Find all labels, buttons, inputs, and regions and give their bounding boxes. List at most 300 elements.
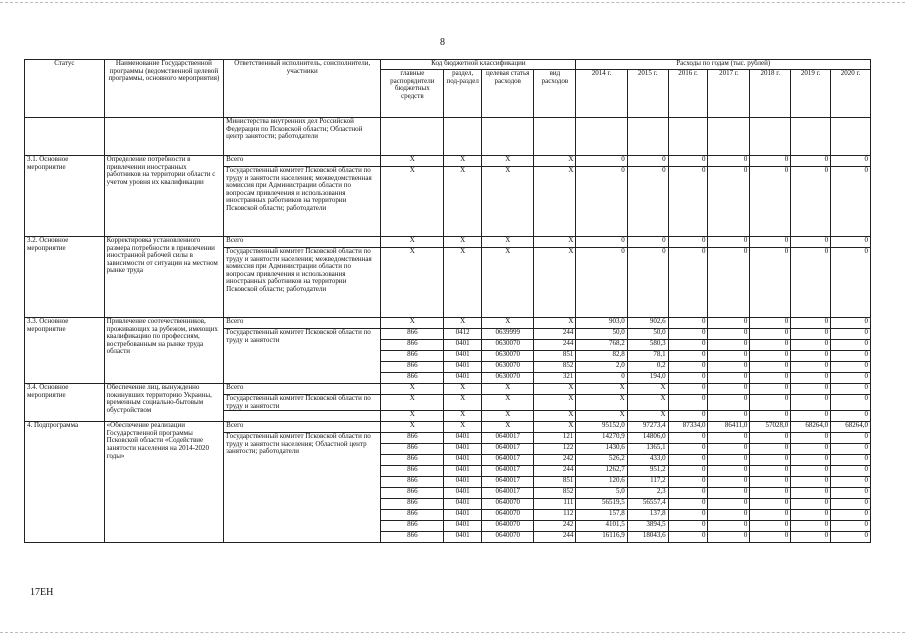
name-cell: Определение потребности в привлечении иностранных работников на территории области с учетом уровня их квалификации xyxy=(104,156,224,237)
value-cell: 0 xyxy=(708,248,750,318)
section-cell: X xyxy=(444,318,482,329)
value-cell: 0 xyxy=(750,329,791,340)
kind-cell: X xyxy=(534,384,576,395)
value-cell: 951,2 xyxy=(627,466,668,477)
kind-cell: 121 xyxy=(534,433,576,444)
value-cell: 0 xyxy=(791,237,831,248)
value-cell: 0 xyxy=(668,466,708,477)
value-cell: X xyxy=(576,395,627,411)
value-cell: 1430,6 xyxy=(576,444,627,455)
section-cell: 0401 xyxy=(444,532,482,543)
value-cell: 0 xyxy=(668,373,708,384)
value-cell: 2,3 xyxy=(627,488,668,499)
value-cell: 0 xyxy=(791,362,831,373)
value-cell: 0 xyxy=(831,466,871,477)
grbs-cell: 866 xyxy=(381,499,444,510)
value-cell: 0 xyxy=(791,318,831,329)
table-body xyxy=(25,118,871,543)
grbs-cell: X xyxy=(381,411,444,422)
section-cell: 0401 xyxy=(444,351,482,362)
value-cell: 0 xyxy=(791,340,831,351)
section-cell: X xyxy=(444,156,482,167)
value-cell: 68264,0 xyxy=(791,422,831,433)
target-cell: X xyxy=(482,384,534,395)
section-cell: 0401 xyxy=(444,510,482,521)
value-cell: 0 xyxy=(668,499,708,510)
value-cell: 0 xyxy=(831,373,871,384)
value-cell: 120,6 xyxy=(576,477,627,488)
value-cell: 0 xyxy=(750,237,791,248)
value-cell: 0 xyxy=(750,510,791,521)
value-cell: 0 xyxy=(831,340,871,351)
value-cell: 0 xyxy=(708,156,750,167)
grbs-cell: 866 xyxy=(381,510,444,521)
target-cell: 0630070 xyxy=(482,351,534,362)
grbs-cell: 866 xyxy=(381,444,444,455)
value-cell: 1262,7 xyxy=(576,466,627,477)
value-cell: 0 xyxy=(708,318,750,329)
scan-edge-top xyxy=(0,2,905,4)
target-cell: 0640017 xyxy=(482,444,534,455)
grbs-cell: 866 xyxy=(381,351,444,362)
value-cell: 0 xyxy=(791,532,831,543)
value-cell: 0 xyxy=(708,521,750,532)
grbs-cell: X xyxy=(381,395,444,411)
executor-cell: Всего xyxy=(224,318,381,329)
table-row xyxy=(25,237,871,248)
value-cell: 0 xyxy=(708,488,750,499)
value-cell: 0 xyxy=(708,340,750,351)
value-cell: 0 xyxy=(791,444,831,455)
value-cell: 0 xyxy=(576,373,627,384)
value-cell: 0 xyxy=(750,395,791,411)
executor-cell: Государственный комитет Псковской области по труду и занятости xyxy=(224,329,381,384)
value-cell: 0 xyxy=(831,237,871,248)
value-cell: 0 xyxy=(831,444,871,455)
year-header: 2015 г. xyxy=(627,70,668,118)
kind-cell: X xyxy=(534,237,576,248)
target-header: целевая статья расходов xyxy=(482,70,534,118)
value-cell: 0 xyxy=(576,167,627,237)
value-cell: 0 xyxy=(791,351,831,362)
name-cell: Корректировка установленного размера потребности в привлечении иностранной рабочей силы в зависимости от ситуации на местном рынке труда xyxy=(104,237,224,318)
value-cell: 903,0 xyxy=(576,318,627,329)
name-cell: Привлечение соотечественников, проживающих за рубежом, имеющих квалификацию по профессиям, востребованным на рынке труда области xyxy=(104,318,224,384)
section-cell: X xyxy=(444,248,482,318)
section-cell: X xyxy=(444,422,482,433)
value-cell: 0 xyxy=(831,362,871,373)
kind-cell: 851 xyxy=(534,351,576,362)
kind-cell: 111 xyxy=(534,499,576,510)
value-cell: 3894,5 xyxy=(627,521,668,532)
value-cell: 14270,9 xyxy=(576,433,627,444)
executor-cell: Всего xyxy=(224,237,381,248)
target-cell: 0640070 xyxy=(482,510,534,521)
kind-cell: 852 xyxy=(534,488,576,499)
value-cell: 0 xyxy=(750,340,791,351)
value-cell: 0 xyxy=(750,455,791,466)
value-cell: 82,8 xyxy=(576,351,627,362)
continuation-row xyxy=(25,118,871,156)
year-header: 2014 г. xyxy=(576,70,627,118)
section-cell: 0401 xyxy=(444,444,482,455)
kind-cell: 244 xyxy=(534,329,576,340)
value-cell: 0 xyxy=(668,318,708,329)
scan-edge-bottom xyxy=(0,632,905,634)
value-cell: 0 xyxy=(627,167,668,237)
kind-cell: X xyxy=(534,156,576,167)
header-row xyxy=(25,60,871,70)
kind-cell: 112 xyxy=(534,510,576,521)
executor-cell: Государственный комитет Псковской области по труду и занятости xyxy=(224,395,381,411)
executor-cell: Всего xyxy=(224,384,381,395)
value-cell: 0 xyxy=(708,167,750,237)
value-cell: 0 xyxy=(576,248,627,318)
value-cell: 0 xyxy=(708,433,750,444)
section-cell: 0401 xyxy=(444,477,482,488)
kind-header: вид расходов xyxy=(534,70,576,118)
table-row xyxy=(25,384,871,395)
status-cell: 3.1. Основное мероприятие xyxy=(25,156,105,237)
kind-cell: X xyxy=(534,411,576,422)
section-cell: 0401 xyxy=(444,362,482,373)
status-cell: 4. Подпрограмма xyxy=(25,422,105,543)
grbs-cell: X xyxy=(381,237,444,248)
section-cell: X xyxy=(444,237,482,248)
value-cell: 0 xyxy=(750,477,791,488)
section-cell: 0401 xyxy=(444,433,482,444)
target-cell: X xyxy=(482,318,534,329)
expense-group-header: Расходы по годам (тыс. рублей) xyxy=(576,60,871,70)
value-cell: 0 xyxy=(831,248,871,318)
value-cell: X xyxy=(576,411,627,422)
value-cell: 0 xyxy=(668,488,708,499)
value-cell: 0 xyxy=(668,384,708,395)
value-cell: 0 xyxy=(576,237,627,248)
value-cell: 0 xyxy=(831,455,871,466)
value-cell: 87334,0 xyxy=(668,422,708,433)
value-cell: 0 xyxy=(831,384,871,395)
status-cell: 3.4. Основное мероприятие xyxy=(25,384,105,422)
executor-cell: Всего xyxy=(224,156,381,167)
kind-cell: X xyxy=(534,167,576,237)
value-cell: 0 xyxy=(668,237,708,248)
value-cell: 0 xyxy=(831,156,871,167)
value-cell: 0 xyxy=(791,156,831,167)
name-cell: Обеспечение лиц, вынужденно покинувших территорию Украины, временным социально-бытовым обустройством xyxy=(104,384,224,422)
value-cell: 0 xyxy=(668,248,708,318)
footer-mark: 17ЕН xyxy=(30,587,54,598)
target-cell: 0640017 xyxy=(482,477,534,488)
kind-cell: 242 xyxy=(534,521,576,532)
value-cell: 56519,5 xyxy=(576,499,627,510)
kind-cell: 852 xyxy=(534,362,576,373)
value-cell: 0 xyxy=(668,477,708,488)
grbs-cell: 866 xyxy=(381,532,444,543)
value-cell: 0 xyxy=(831,167,871,237)
value-cell: 0 xyxy=(831,532,871,543)
value-cell: 2,0 xyxy=(576,362,627,373)
budget-table xyxy=(24,59,871,543)
target-cell: 0640017 xyxy=(482,488,534,499)
kind-cell: 242 xyxy=(534,455,576,466)
value-cell: 0 xyxy=(708,510,750,521)
grbs-cell: X xyxy=(381,384,444,395)
target-cell: X xyxy=(482,156,534,167)
value-cell: 0 xyxy=(750,156,791,167)
value-cell: 157,8 xyxy=(576,510,627,521)
section-cell: 0401 xyxy=(444,340,482,351)
value-cell: 0 xyxy=(831,351,871,362)
section-cell: 0401 xyxy=(444,521,482,532)
value-cell: 56557,4 xyxy=(627,499,668,510)
value-cell: 0 xyxy=(750,466,791,477)
year-header: 2017 г. xyxy=(708,70,750,118)
target-cell: 0630070 xyxy=(482,362,534,373)
value-cell: 0 xyxy=(791,248,831,318)
grbs-cell: 866 xyxy=(381,455,444,466)
value-cell: 0 xyxy=(791,384,831,395)
value-cell: 0 xyxy=(668,510,708,521)
status-cell xyxy=(25,118,105,156)
value-cell: 117,2 xyxy=(627,477,668,488)
value-cell: 0 xyxy=(708,384,750,395)
value-cell: 0 xyxy=(791,466,831,477)
target-cell: X xyxy=(482,395,534,411)
value-cell: 0 xyxy=(750,384,791,395)
value-cell: 0 xyxy=(668,444,708,455)
value-cell: X xyxy=(627,411,668,422)
page-number: 8 xyxy=(440,37,445,48)
value-cell: 0 xyxy=(791,411,831,422)
value-cell: 0 xyxy=(576,156,627,167)
value-cell: 78,1 xyxy=(627,351,668,362)
section-cell: X xyxy=(444,384,482,395)
value-cell: 0 xyxy=(791,455,831,466)
value-cell: 50,0 xyxy=(627,329,668,340)
section-total-row xyxy=(25,422,871,433)
value-cell: 0 xyxy=(708,444,750,455)
value-cell: 0 xyxy=(791,477,831,488)
value-cell: 0 xyxy=(708,237,750,248)
value-cell: 0 xyxy=(708,455,750,466)
value-cell: 57028,0 xyxy=(750,422,791,433)
target-cell: X xyxy=(482,248,534,318)
executor-cell: Государственный комитет Псковской области по труду и занятости населения; межведомственная комиссия при Администрации области по вопросам привлечения и использования иностранных работников на территории Псковской области; работодатели xyxy=(224,248,381,318)
status-header: Статус xyxy=(25,60,105,118)
value-cell: 0,2 xyxy=(627,362,668,373)
value-cell: 0 xyxy=(750,444,791,455)
value-cell: 0 xyxy=(668,433,708,444)
executor-cell: Государственный комитет Псковской области по труду и занятости населения; межведомственная комиссия при Администрации области по вопросам привлечения и использования иностранных работников на территории Псковской области; работодатели xyxy=(224,167,381,237)
target-cell: 0640070 xyxy=(482,532,534,543)
status-cell: 3.2. Основное мероприятие xyxy=(25,237,105,318)
grbs-cell: 866 xyxy=(381,477,444,488)
executor-cell: Всего xyxy=(224,422,381,433)
kind-cell: X xyxy=(534,395,576,411)
executor-header: Ответственный исполнитель, соисполнители, участники xyxy=(224,60,381,118)
grbs-cell: X xyxy=(381,156,444,167)
value-cell: 4101,5 xyxy=(576,521,627,532)
value-cell: 0 xyxy=(831,521,871,532)
kind-cell: X xyxy=(534,318,576,329)
kind-cell: 244 xyxy=(534,532,576,543)
value-cell: 0 xyxy=(750,373,791,384)
value-cell: 0 xyxy=(791,167,831,237)
value-cell: 0 xyxy=(750,499,791,510)
executor-cell: Министерства внутренних дел Российской Федерации по Псковской области; Областной центр занятости; работодатели xyxy=(224,118,381,156)
value-cell: 0 xyxy=(668,395,708,411)
name-cell xyxy=(104,118,224,156)
value-cell: 0 xyxy=(627,156,668,167)
target-cell: X xyxy=(482,411,534,422)
grbs-cell: X xyxy=(381,422,444,433)
grbs-cell: X xyxy=(381,167,444,237)
section-cell: 0401 xyxy=(444,499,482,510)
target-cell: 0640017 xyxy=(482,455,534,466)
value-cell: 0 xyxy=(668,167,708,237)
grbs-header: главные распорядители бюджетных средств xyxy=(381,70,444,118)
value-cell: 0 xyxy=(750,521,791,532)
grbs-cell: 866 xyxy=(381,340,444,351)
value-cell: 0 xyxy=(750,411,791,422)
target-cell: 0640017 xyxy=(482,466,534,477)
section-cell: 0401 xyxy=(444,373,482,384)
value-cell: 0 xyxy=(668,362,708,373)
value-cell: 0 xyxy=(831,510,871,521)
target-cell: X xyxy=(482,422,534,433)
grbs-cell: 866 xyxy=(381,433,444,444)
year-header: 2019 г. xyxy=(791,70,831,118)
year-header: 2016 г. xyxy=(668,70,708,118)
value-cell: 0 xyxy=(831,395,871,411)
value-cell: 0 xyxy=(750,433,791,444)
section-cell: X xyxy=(444,395,482,411)
value-cell: 0 xyxy=(791,488,831,499)
value-cell: 526,2 xyxy=(576,455,627,466)
value-cell: 0 xyxy=(750,351,791,362)
value-cell: X xyxy=(627,395,668,411)
target-cell: 0630070 xyxy=(482,340,534,351)
grbs-cell: 866 xyxy=(381,373,444,384)
value-cell: 0 xyxy=(791,510,831,521)
value-cell: 0 xyxy=(668,351,708,362)
kind-cell: 851 xyxy=(534,477,576,488)
target-cell: X xyxy=(482,237,534,248)
value-cell: X xyxy=(627,384,668,395)
executor-cell xyxy=(224,411,381,422)
value-cell: 86411,0 xyxy=(708,422,750,433)
value-cell: 768,2 xyxy=(576,340,627,351)
value-cell: 0 xyxy=(708,373,750,384)
value-cell: 0 xyxy=(708,395,750,411)
value-cell: 902,6 xyxy=(627,318,668,329)
value-cell: 0 xyxy=(708,362,750,373)
year-header: 2020 г. xyxy=(831,70,871,118)
value-cell: 0 xyxy=(750,167,791,237)
grbs-cell: X xyxy=(381,318,444,329)
kind-cell: 244 xyxy=(534,340,576,351)
kind-cell: X xyxy=(534,248,576,318)
section-cell: 0401 xyxy=(444,488,482,499)
value-cell: 0 xyxy=(831,488,871,499)
value-cell: 0 xyxy=(750,532,791,543)
value-cell: 0 xyxy=(668,455,708,466)
section-cell: 0401 xyxy=(444,466,482,477)
value-cell: 0 xyxy=(708,477,750,488)
value-cell: 0 xyxy=(668,340,708,351)
target-cell: 0640017 xyxy=(482,433,534,444)
value-cell: 0 xyxy=(708,532,750,543)
value-cell: 0 xyxy=(831,477,871,488)
status-cell: 3.3. Основное мероприятие xyxy=(25,318,105,384)
target-cell: 0640070 xyxy=(482,499,534,510)
value-cell: 0 xyxy=(831,499,871,510)
name-cell: «Обеспечение реализации Государственной программы Псковской области «Содействие занятости населения на 2014-2020 годы» xyxy=(104,422,224,543)
grbs-cell: 866 xyxy=(381,362,444,373)
value-cell: 0 xyxy=(791,433,831,444)
name-header: Наименование Государственной программы (ведомственной целевой программы, основного мероприятия) xyxy=(104,60,224,118)
table-row xyxy=(25,156,871,167)
code-group-header: Код бюджетной классификации xyxy=(381,60,576,70)
value-cell: 580,3 xyxy=(627,340,668,351)
value-cell: 18043,6 xyxy=(627,532,668,543)
value-cell: X xyxy=(576,384,627,395)
value-cell: 0 xyxy=(668,521,708,532)
value-cell: 0 xyxy=(831,411,871,422)
grbs-cell: 866 xyxy=(381,466,444,477)
value-cell: 0 xyxy=(791,499,831,510)
target-cell: 0639999 xyxy=(482,329,534,340)
value-cell: 433,0 xyxy=(627,455,668,466)
grbs-cell: 866 xyxy=(381,521,444,532)
value-cell: 1365,1 xyxy=(627,444,668,455)
value-cell: 0 xyxy=(668,532,708,543)
value-cell: 0 xyxy=(708,466,750,477)
value-cell: 0 xyxy=(668,156,708,167)
kind-cell: X xyxy=(534,422,576,433)
value-cell: 0 xyxy=(791,521,831,532)
value-cell: 14806,0 xyxy=(627,433,668,444)
target-cell: 0630070 xyxy=(482,373,534,384)
value-cell: 0 xyxy=(831,318,871,329)
value-cell: 137,8 xyxy=(627,510,668,521)
value-cell: 0 xyxy=(750,488,791,499)
value-cell: 0 xyxy=(627,248,668,318)
value-cell: 0 xyxy=(708,329,750,340)
kind-cell: 244 xyxy=(534,466,576,477)
value-cell: 0 xyxy=(708,411,750,422)
value-cell: 0 xyxy=(668,329,708,340)
value-cell: 0 xyxy=(708,351,750,362)
value-cell: 16116,9 xyxy=(576,532,627,543)
section-cell: 0412 xyxy=(444,329,482,340)
section-cell: X xyxy=(444,411,482,422)
value-cell: 97273,4 xyxy=(627,422,668,433)
value-cell: 0 xyxy=(831,329,871,340)
value-cell: 50,0 xyxy=(576,329,627,340)
value-cell: 0 xyxy=(831,433,871,444)
value-cell: 68264,0 xyxy=(831,422,871,433)
grbs-cell: 866 xyxy=(381,488,444,499)
value-cell: 5,0 xyxy=(576,488,627,499)
year-header: 2018 г. xyxy=(750,70,791,118)
value-cell: 0 xyxy=(627,237,668,248)
value-cell: 0 xyxy=(791,373,831,384)
value-cell: 0 xyxy=(791,395,831,411)
value-cell: 0 xyxy=(750,362,791,373)
target-cell: 0640070 xyxy=(482,521,534,532)
